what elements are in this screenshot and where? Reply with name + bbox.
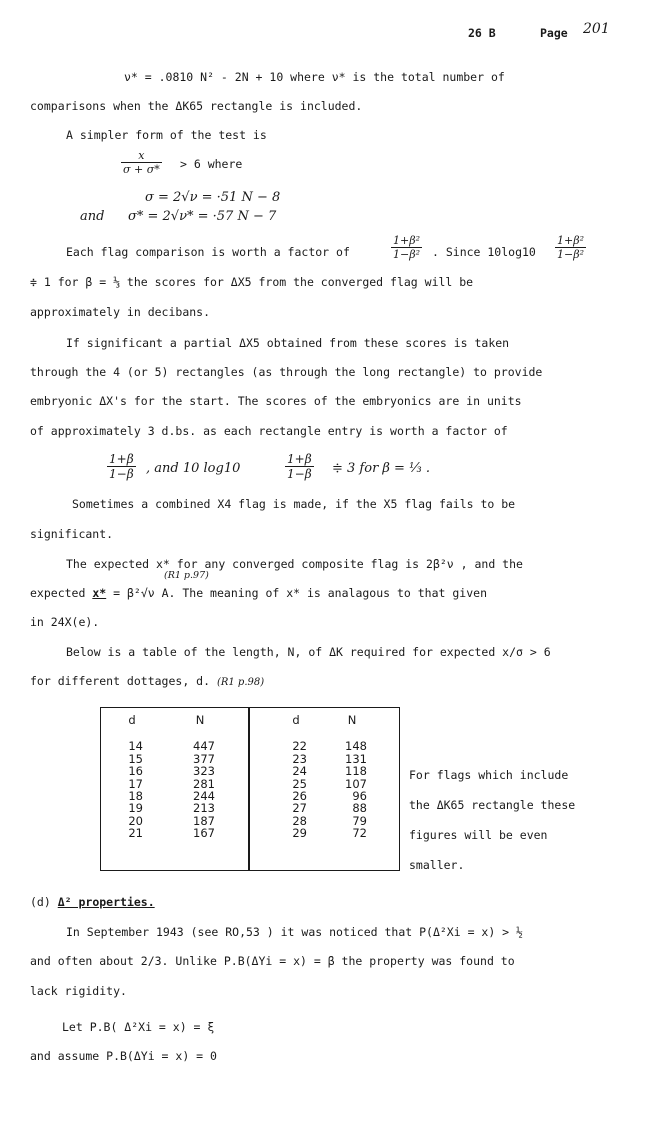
table-cell-d: 22 — [292, 739, 307, 754]
table-cell-d: 18 — [128, 789, 143, 804]
frac-numerator: 1+β — [287, 452, 312, 466]
table-cell-d: 29 — [292, 826, 307, 841]
log-fraction — [552, 234, 589, 261]
underlined-ratio: x* — [92, 586, 107, 600]
handwritten-result: ≑ 3 for β = ⅓ . — [332, 461, 430, 476]
table-cell-n: 107 — [345, 776, 367, 791]
table-cell-d: 15 — [128, 751, 143, 766]
side-note-line: smaller. — [409, 858, 465, 872]
table-cell-n: 96 — [352, 789, 367, 804]
frac-denominator: 1−β — [287, 467, 312, 481]
table-cell-n: 323 — [193, 764, 215, 779]
section-title: Δ² properties. — [57, 895, 155, 909]
equation-and: and — [80, 209, 105, 224]
section-label: (d) — [30, 895, 51, 909]
frac-denominator: σ + σ* — [123, 163, 160, 176]
table-cell-n: 377 — [193, 751, 215, 766]
text-line-7: ≑ 1 for β = ⅓ the scores for ΔX5 from the converged flag will be — [30, 275, 474, 289]
page-label: Page — [540, 26, 568, 40]
margin-note-ref: (R1 p.97) — [164, 570, 209, 581]
table-cell-n: 244 — [193, 789, 215, 804]
table-col-right-n — [337, 714, 367, 840]
text-line-10: through the 4 (or 5) rectangles (as through the long rectangle) to provide — [30, 365, 543, 379]
table-cell-n: 281 — [193, 776, 215, 791]
text-line-20 — [30, 674, 264, 688]
table-col-right-d — [285, 714, 307, 840]
text-dottages: for different dottages, d. — [30, 674, 211, 688]
text-line-9: If significant a partial ΔX5 obtained from these scores is taken — [66, 336, 510, 350]
text-line-15: significant. — [30, 527, 114, 541]
section-d-line-4: Let P.B( Δ²Xi = x) = ξ — [62, 1020, 215, 1034]
text-line-14: Sometimes a combined X4 flag is made, if the X5 flag fails to be — [72, 497, 516, 511]
text-line-17 — [30, 586, 487, 600]
table-side-note — [409, 760, 575, 880]
table-cell-n: 447 — [193, 739, 215, 754]
table-cell-d: 17 — [128, 776, 143, 791]
table-cell-n: 72 — [352, 826, 367, 841]
table-cell-d: 24 — [292, 764, 307, 779]
section-d-line-5: and assume P.B(ΔYi = x) = 0 — [30, 1049, 217, 1063]
table-cell-n: 187 — [193, 813, 215, 828]
text-line-11: embryonic ΔX's for the start. The scores of the embryonics are in units — [30, 394, 522, 408]
section-d-line-2: and often about 2/3. Unlike P.B(ΔYi = x) = β the property was found to — [30, 954, 515, 968]
table-cell-n: 148 — [345, 739, 367, 754]
table-cell-n: 213 — [193, 801, 215, 816]
text-line-18: in 24X(e). — [30, 615, 100, 629]
text-expected: expected — [30, 586, 86, 600]
text-line-6b: . Since 10log10 — [432, 245, 536, 259]
section-number: 26 B — [468, 26, 496, 40]
table-cell-d: 19 — [128, 801, 143, 816]
table-cell-d: 14 — [128, 739, 143, 754]
margin-note-ref-2: (R1 p.98) — [216, 677, 265, 688]
table-col-left-d — [121, 714, 143, 840]
frac-numerator: 1+β² — [393, 234, 420, 247]
equation-sigma-star: σ* = 2√ν* = ·57 N − 7 — [128, 209, 277, 224]
text-line-3: A simpler form of the test is — [66, 128, 267, 142]
side-note-line: For flags which include — [409, 768, 569, 782]
handwritten-fraction-1 — [104, 452, 139, 481]
test-fraction — [118, 149, 165, 176]
table-header: d — [128, 713, 136, 727]
dottage-table — [100, 707, 400, 871]
text-line-19: Below is a table of the length, N, of ΔK required for expected x/σ > 6 — [66, 645, 551, 659]
text-line-2: comparisons when the ΔK65 rectangle is included. — [30, 99, 363, 113]
frac-numerator: 1+β — [109, 452, 134, 466]
text-meaning: = β²√ν A. The meaning of x* is analagous to that given — [113, 586, 487, 600]
frac-denominator: 1−β — [109, 467, 134, 481]
frac-numerator: 1+β² — [557, 234, 584, 247]
page-number: 201 — [583, 21, 610, 37]
table-cell-n: 167 — [193, 826, 215, 841]
table-cell-n: 79 — [352, 813, 367, 828]
table-cell-d: 28 — [292, 813, 307, 828]
text-line-12: of approximately 3 d.bs. as each rectangle entry is worth a factor of — [30, 424, 508, 438]
table-header: N — [195, 713, 205, 727]
factor-fraction — [388, 234, 425, 261]
text-line-8: approximately in decibans. — [30, 305, 211, 319]
table-cell-d: 26 — [292, 789, 307, 804]
table-cell-n: 131 — [345, 751, 367, 766]
test-tail: > 6 where — [180, 157, 243, 171]
table-header: d — [292, 713, 300, 727]
handwritten-fraction-2 — [282, 452, 317, 481]
formula-line: ν* = .0810 N² - 2N + 10 where ν* is the total number of — [124, 70, 505, 84]
table-header: N — [347, 713, 357, 727]
table-cell-d: 16 — [128, 764, 143, 779]
side-note-line: figures will be even — [409, 828, 548, 842]
table-cell-n: 88 — [352, 801, 367, 816]
frac-denominator: 1−β² — [557, 248, 584, 261]
table-cell-d: 25 — [292, 776, 307, 791]
table-cell-d: 27 — [292, 801, 307, 816]
table-cell-d: 20 — [128, 813, 143, 828]
text-line-16: The expected x* for any converged composite flag is 2β²ν , and the — [66, 557, 523, 571]
section-d-line-3: lack rigidity. — [30, 984, 127, 998]
table-col-left-n — [185, 714, 215, 840]
table-cell-d: 23 — [292, 751, 307, 766]
table-cell-n: 118 — [345, 764, 367, 779]
section-d-heading — [30, 895, 155, 909]
handwritten-and-log: , and 10 log10 — [146, 461, 241, 476]
frac-denominator: 1−β² — [393, 248, 420, 261]
text-line-6: Each flag comparison is worth a factor of — [66, 245, 350, 259]
side-note-line: the ΔK65 rectangle these — [409, 798, 576, 812]
section-d-line-1: In September 1943 (see RO,53 ) it was noticed that P(Δ²Xi = x) > ½ — [66, 925, 523, 939]
equation-sigma: σ = 2√ν = ·51 N − 8 — [145, 190, 281, 205]
table-divider — [248, 708, 250, 870]
frac-numerator: x — [121, 149, 162, 163]
table-cell-d: 21 — [128, 826, 143, 841]
